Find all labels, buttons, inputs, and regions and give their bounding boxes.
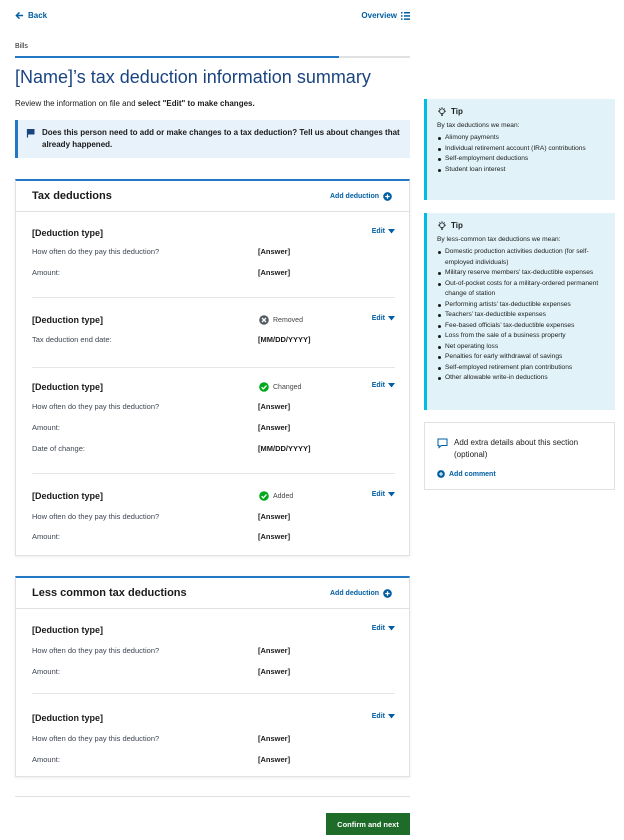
row-value: [Answer] [258, 734, 291, 743]
step-progress-track [15, 56, 410, 58]
top-nav [15, 11, 410, 25]
row-label: How often do they pay this deduction? [32, 646, 160, 655]
add-comment-button[interactable] [437, 470, 496, 478]
edit-label: Edit [371, 315, 385, 322]
row-value: [Answer] [258, 646, 291, 655]
comment-prompt [437, 437, 607, 461]
deduction-entry [32, 713, 395, 773]
lightbulb-icon [437, 221, 447, 231]
tip-list-item: Domestic production activities deduction (for self-employed individuals) [437, 247, 605, 268]
chevron-down-icon [388, 626, 395, 631]
edit-label: Edit [371, 713, 385, 720]
tip-list-item: Teachers’ tax-deductible expenses [437, 310, 605, 321]
list-icon [401, 12, 410, 20]
status-label: Added [273, 492, 294, 500]
info-alert [15, 120, 410, 158]
row-label: Amount: [32, 423, 60, 432]
deduction-type: [Deduction type] [32, 491, 103, 501]
chevron-down-icon [388, 714, 395, 719]
tax-deductions-card [15, 179, 410, 556]
tip-box [424, 213, 615, 410]
tip-heading [437, 107, 605, 118]
edit-button[interactable] [372, 491, 395, 498]
page-title: [Name]’s tax deduction information summary [15, 67, 371, 87]
row-value: [Answer] [258, 402, 291, 411]
chevron-down-icon [388, 492, 395, 497]
row-label: How often do they pay this deduction? [32, 247, 160, 256]
tip-list-item: Self-employment deductions [437, 154, 605, 165]
tip-list [437, 133, 605, 175]
lightbulb-icon [437, 107, 447, 117]
footer-divider [15, 796, 410, 797]
row-label: Amount: [32, 532, 60, 541]
step-label: Bills [15, 43, 28, 50]
overview-link[interactable] [361, 11, 410, 20]
tip-list-item: Performing artists’ tax-deductible expenses [437, 300, 605, 311]
intro-prefix: Review the information on file and [15, 99, 138, 108]
comment-box [424, 422, 615, 490]
tip-list-item: Net operating loss [437, 342, 605, 353]
status-label: Changed [273, 383, 302, 391]
status-badge-changed [259, 382, 301, 392]
edit-button[interactable] [372, 315, 395, 322]
add-deduction-label: Add deduction [330, 193, 379, 200]
back-link[interactable] [15, 11, 47, 20]
chevron-down-icon [388, 229, 395, 234]
row-label: How often do they pay this deduction? [32, 734, 160, 743]
tip-list-item: Self-employed retirement plan contributions [437, 363, 605, 374]
step-progress-fill [15, 56, 339, 58]
tip-list-item: Individual retirement account (IRA) contributions [437, 144, 605, 155]
plus-circle-icon [383, 192, 392, 201]
row-value: [MM/DD/YYYY] [258, 444, 311, 453]
deduction-entry [32, 382, 395, 462]
edit-label: Edit [371, 625, 385, 632]
plus-circle-icon [437, 470, 445, 478]
deduction-type: [Deduction type] [32, 228, 103, 238]
back-label: Back [28, 11, 48, 20]
edit-button[interactable] [372, 713, 395, 720]
tip-heading [437, 221, 605, 232]
deduction-entry [32, 491, 395, 551]
card-title: Less common tax deductions [32, 587, 187, 599]
card-title: Tax deductions [32, 190, 112, 202]
tip-list-item: Fee-based officials’ tax-deductible expenses [437, 321, 605, 332]
tip-title: Tip [451, 221, 463, 230]
deduction-entry [32, 228, 395, 288]
deduction-type: [Deduction type] [32, 315, 103, 325]
less-common-deductions-card [15, 576, 410, 777]
tip-title: Tip [451, 107, 463, 116]
add-deduction-label: Add deduction [330, 590, 379, 597]
tip-list-item: Alimony payments [437, 133, 605, 144]
entry-divider [32, 693, 395, 694]
tip-list-item: Student loan interest [437, 165, 605, 176]
row-label: Date of change: [32, 444, 85, 453]
add-deduction-button[interactable] [330, 589, 392, 598]
chevron-down-icon [388, 383, 395, 388]
row-label: How often do they pay this deduction? [32, 512, 160, 521]
tip-list-item: Out-of-pocket costs for a military-ordered permanent change of station [437, 279, 605, 300]
status-badge-removed [259, 315, 303, 325]
row-value: [Answer] [258, 667, 291, 676]
deduction-type: [Deduction type] [32, 382, 103, 392]
tip-subtitle: By tax deductions we mean: [437, 121, 520, 129]
add-deduction-button[interactable] [330, 192, 392, 201]
edit-button[interactable] [372, 625, 395, 632]
row-value: [Answer] [258, 532, 291, 541]
comment-prompt-text: Add extra details about this section (optional) [454, 438, 579, 459]
intro-text [15, 99, 255, 108]
intro-emphasis: select "Edit" to make changes. [137, 99, 255, 108]
row-value: [Answer] [258, 512, 291, 521]
tip-list [437, 247, 605, 384]
add-comment-label: Add comment [449, 470, 496, 478]
edit-label: Edit [371, 228, 385, 235]
status-badge-added [259, 491, 293, 501]
tip-subtitle: By less-common tax deductions we mean: [437, 235, 561, 243]
card-header [16, 578, 409, 609]
confirm-and-next-button[interactable]: Confirm and next [326, 813, 410, 835]
edit-button[interactable] [372, 382, 395, 389]
row-label: Tax deduction end date: [32, 335, 112, 344]
plus-circle-icon [383, 589, 392, 598]
row-label: Amount: [32, 667, 60, 676]
row-value: [Answer] [258, 247, 291, 256]
card-header [16, 181, 409, 212]
edit-label: Edit [371, 382, 385, 389]
row-label: How often do they pay this deduction? [32, 402, 160, 411]
tip-list-item: Penalties for early withdrawal of savings [437, 352, 605, 363]
entry-divider [32, 473, 395, 474]
entry-divider [32, 367, 395, 368]
status-label: Removed [273, 316, 303, 324]
row-value: [Answer] [258, 423, 291, 432]
step-indicator [15, 43, 410, 58]
row-value: [Answer] [258, 268, 291, 277]
check-circle-icon [259, 491, 269, 501]
flag-icon [26, 128, 36, 138]
row-label: Amount: [32, 268, 60, 277]
check-circle-icon [259, 382, 269, 392]
deduction-entry [32, 315, 395, 355]
overview-label: Overview [361, 11, 397, 20]
tip-list-item: Loss from the sale of a business property [437, 331, 605, 342]
row-label: Amount: [32, 755, 60, 764]
deduction-type: [Deduction type] [32, 713, 103, 723]
tip-box [424, 99, 615, 200]
chevron-down-icon [388, 316, 395, 321]
remove-circle-icon [259, 315, 269, 325]
alert-text: Does this person need to add or make changes to a tax deduction? Tell us about changes that already happened. [42, 128, 400, 149]
deduction-entry [32, 625, 395, 685]
tip-list-item: Military reserve members’ tax-deductible expenses [437, 268, 605, 279]
deduction-type: [Deduction type] [32, 625, 103, 635]
tip-list-item: Other allowable write-in deductions [437, 373, 605, 384]
row-value: [MM/DD/YYYY] [258, 335, 311, 344]
arrow-left-icon [15, 11, 24, 20]
row-value: [Answer] [258, 755, 291, 764]
entry-divider [32, 297, 395, 298]
edit-button[interactable] [372, 228, 395, 235]
edit-label: Edit [371, 491, 385, 498]
comment-icon [437, 438, 448, 449]
